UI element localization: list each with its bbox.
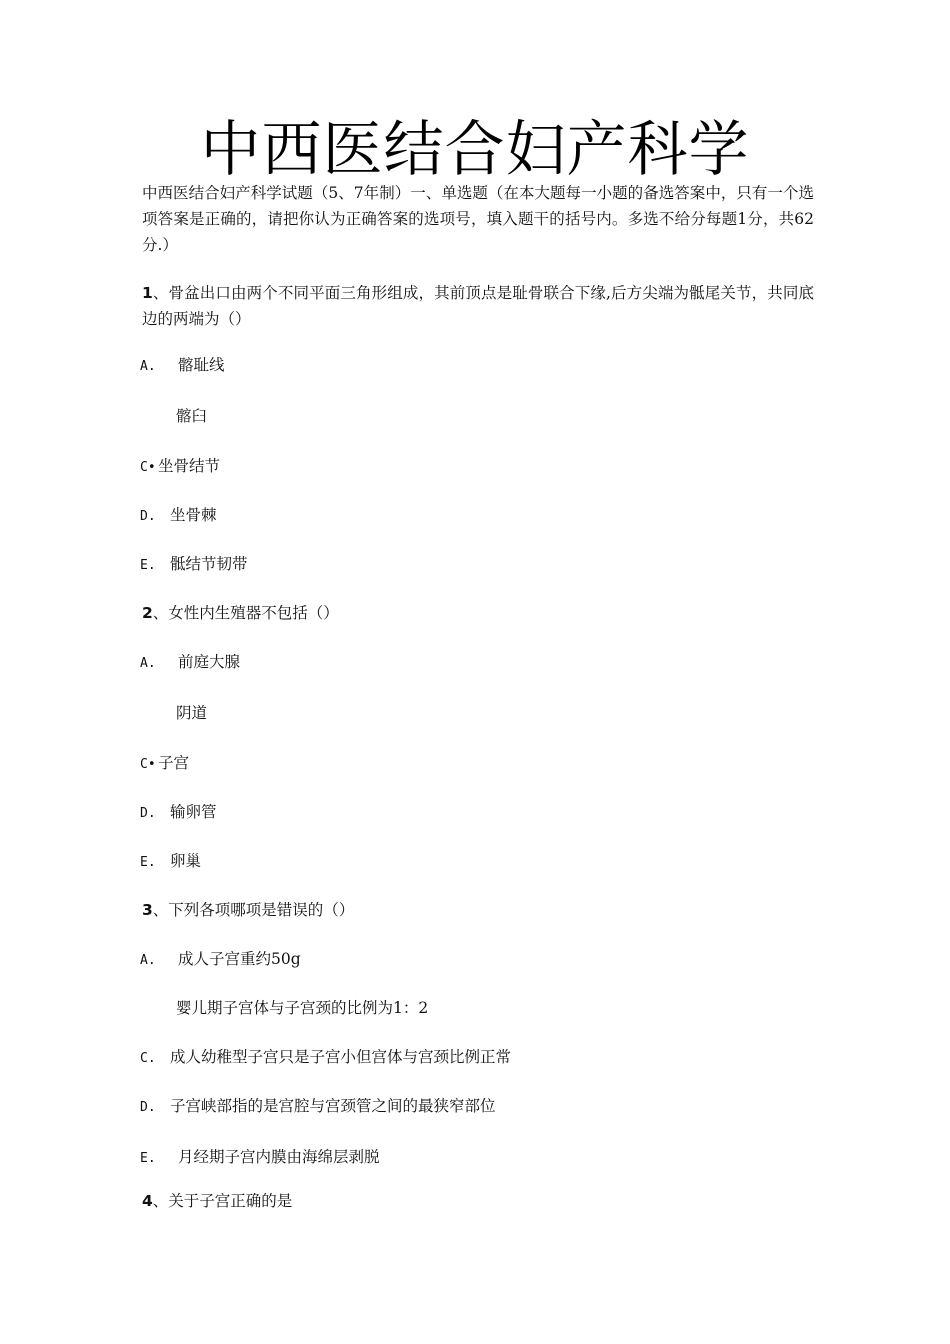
option-text: 髂耻线 <box>178 356 225 374</box>
question-number: 3 <box>142 901 153 919</box>
option-2d <box>140 801 217 825</box>
question-4-text <box>142 1188 814 1214</box>
option-text: 成人幼稚型子宫只是子宫小但宫体与宫颈比例正常 <box>170 1048 512 1066</box>
question-number: 1 <box>142 284 153 302</box>
option-1c <box>140 455 220 479</box>
option-2b <box>176 702 207 724</box>
option-letter: C. <box>140 1051 156 1066</box>
option-1b <box>176 405 207 427</box>
intro-paragraph: 中西医结合妇产科学试题（5、7年制）一、单选题（在本大题每一小题的备选答案中，只有一个选项答案是正确的，请把你认为正确答案的选项号，填入题干的括号内。多选不给分每题1分，共62分.） <box>142 184 814 254</box>
option-letter: E. <box>140 1151 156 1166</box>
option-text: 坐骨棘 <box>170 506 217 524</box>
option-text: 子宫峡部指的是宫腔与宫颈管之间的最狭窄部位 <box>170 1097 496 1115</box>
question-number: 2 <box>142 604 153 622</box>
option-2a <box>140 651 240 675</box>
question-1-text <box>142 280 814 332</box>
question-stem: 、下列各项哪项是错误的（） <box>152 901 355 919</box>
question-3-text <box>142 897 814 923</box>
option-letter: C• <box>140 460 156 475</box>
option-text: 子宫 <box>158 754 190 772</box>
option-letter: D. <box>140 1100 156 1115</box>
option-letter: D. <box>140 806 156 821</box>
option-1d <box>140 504 217 528</box>
document-title: 中西医结合妇产科学 <box>200 115 750 185</box>
option-2e <box>140 850 201 874</box>
question-number: 4 <box>142 1192 153 1210</box>
option-text: 骶结节韧带 <box>170 555 248 573</box>
option-letter: A. <box>140 953 156 968</box>
option-text: 婴儿期子宫体与子宫颈的比例为1：2 <box>176 999 429 1017</box>
option-letter: E. <box>140 558 156 573</box>
option-3d <box>140 1095 496 1119</box>
option-text: 输卵管 <box>170 803 217 821</box>
option-3b <box>176 997 428 1019</box>
option-letter: E. <box>140 855 156 870</box>
option-text: 卵巢 <box>170 852 202 870</box>
option-text: 月经期子宫内膜由海绵层剥脱 <box>178 1148 380 1166</box>
question-stem: 、骨盆出口由两个不同平面三角形组成，其前顶点是耻骨联合下缘,后方尖端为骶尾关节，共同底边的两端为（） <box>142 284 814 328</box>
question-stem: 、女性内生殖器不包括（） <box>152 604 339 622</box>
question-stem: 、关于子宫正确的是 <box>152 1192 293 1210</box>
option-1a <box>140 354 225 378</box>
option-letter: D. <box>140 509 156 524</box>
option-text: 前庭大腺 <box>178 653 241 671</box>
option-3a <box>140 948 301 972</box>
option-text: 阴道 <box>176 704 208 722</box>
option-text: 成人子宫重约50g <box>178 950 301 968</box>
option-3c <box>140 1046 511 1070</box>
option-3e <box>140 1146 380 1170</box>
option-text: 坐骨结节 <box>158 457 221 475</box>
question-2-text <box>142 600 814 626</box>
option-2c <box>140 752 189 776</box>
option-letter: A. <box>140 656 156 671</box>
option-letter: A. <box>140 359 156 374</box>
option-1e <box>140 553 248 577</box>
option-text: 髂臼 <box>176 407 208 425</box>
option-letter: C• <box>140 757 156 772</box>
